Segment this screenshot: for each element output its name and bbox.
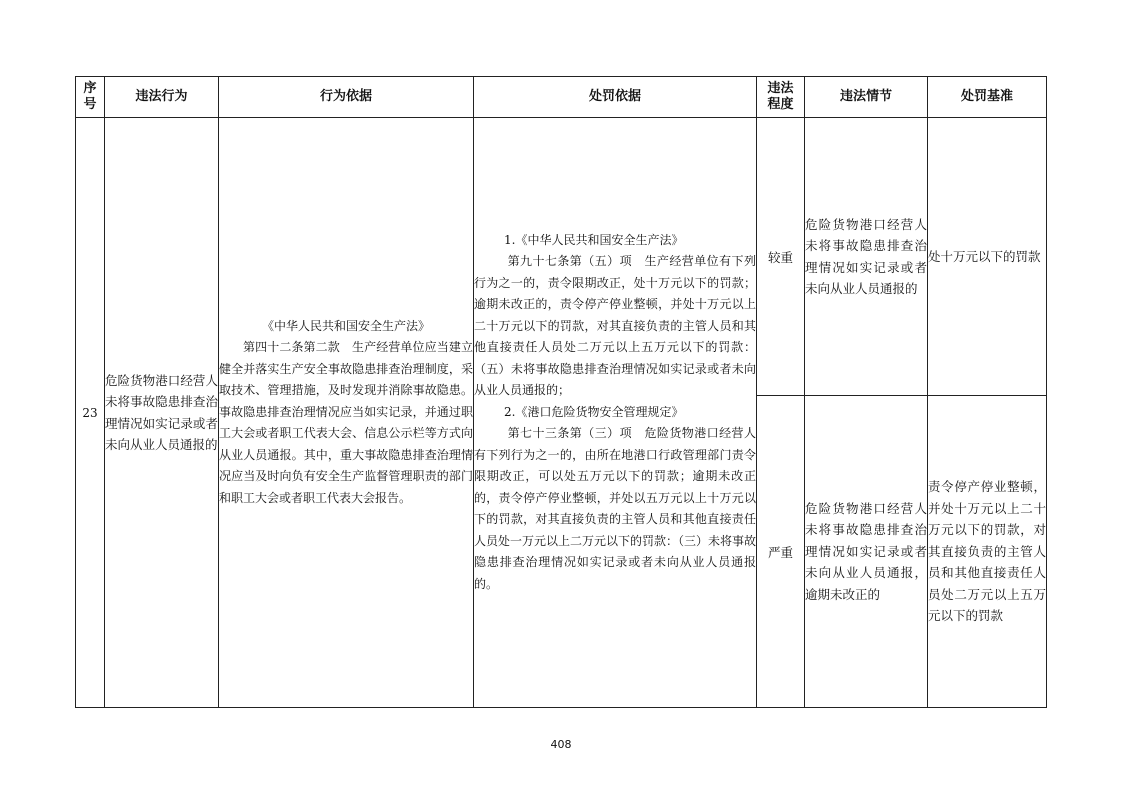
penalty-basis-item1-title: 1.《中华人民共和国安全生产法》: [504, 232, 684, 247]
header-degree-line1: 违法: [767, 80, 794, 96]
standard-serious: 处十万元以下的罚款: [928, 118, 1047, 396]
header-degree: [757, 77, 805, 118]
violation-description: 危险货物港口经营人未将事故隐患排查治理情况如实记录或者未向从业人员通报的: [105, 118, 219, 708]
row-number: 23: [76, 118, 105, 708]
page-number: 408: [550, 738, 572, 751]
conduct-basis-cell: [219, 118, 474, 708]
degree-severe: 严重: [757, 396, 805, 708]
header-standard: 处罚基准: [928, 77, 1047, 118]
penalty-basis-cell: [474, 118, 757, 708]
circumstance-serious: 危险货物港口经营人未将事故隐患排查治理情况如实记录或者未向从业人员通报的: [805, 118, 928, 396]
penalty-standard-table: [75, 76, 1047, 708]
header-conduct-basis: 行为依据: [219, 77, 474, 118]
header-violation: 违法行为: [105, 77, 219, 118]
header-penalty-basis: 处罚依据: [474, 77, 757, 118]
header-seq-line1: 序: [83, 80, 97, 96]
table-header-row: [76, 77, 1047, 118]
header-degree-line2: 程度: [767, 97, 794, 112]
standard-severe: 责令停产停业整顿，并处十万元以上二十万元以下的罚款，对其直接负责的主管人员和其他直接责任人员处二万元以上五万元以下的罚款: [928, 396, 1047, 708]
circumstance-severe: 危险货物港口经营人未将事故隐患排查治理情况如实记录或者未向从业人员通报，逾期未改正的: [805, 396, 928, 708]
header-seq-line2: 号: [83, 97, 97, 112]
table-row: [76, 118, 1047, 396]
header-seq: [76, 77, 105, 118]
conduct-basis-law-title: 《中华人民共和国安全生产法》: [261, 318, 430, 333]
penalty-basis-item1-text: 第九十七条第（五）项 生产经营单位有下列行为之一的，责令限期改正，处十万元以下的罚款；逾期未改正的，责令停产停业整顿，并处十万元以上二十万元以下的罚款，对其直接负责的主管人员和其他直接责任人员处二万元以上五万元以下的罚款：（五）未将事故隐患排查治理情况如实记录或者未向从业人员通报的；: [474, 254, 756, 398]
penalty-basis-item2-text: 第七十三条第（三）项 危险货物港口经营人有下列行为之一的，由所在地港口行政管理部门责令限期改正，可以处五万元以下的罚款；逾期未改正的，责令停产停业整顿，并处以五万元以上十万元以下的罚款，对其直接负责的主管人员和其他直接责任人员处一万元以上二万元以下的罚款：（三）未将事故隐患排查治理情况如实记录或者未向从业人员通报的。: [474, 426, 757, 591]
degree-serious: 较重: [757, 118, 805, 396]
header-circumstance: 违法情节: [805, 77, 928, 118]
penalty-basis-item2-title: 2.《港口危险货物安全管理规定》: [504, 404, 684, 419]
conduct-basis-text: 第四十二条第二款 生产经营单位应当建立健全并落实生产安全事故隐患排查治理制度，采取技术、管理措施，及时发现并消除事故隐患。事故隐患排查治理情况应当如实记录，并通过职工大会或者职工代表大会、信息公示栏等方式向从业人员通报。其中，重大事故隐患排查治理情况应当及时向负有安全生产监督管理职责的部门和职工大会或者职工代表大会报告。: [219, 340, 473, 505]
